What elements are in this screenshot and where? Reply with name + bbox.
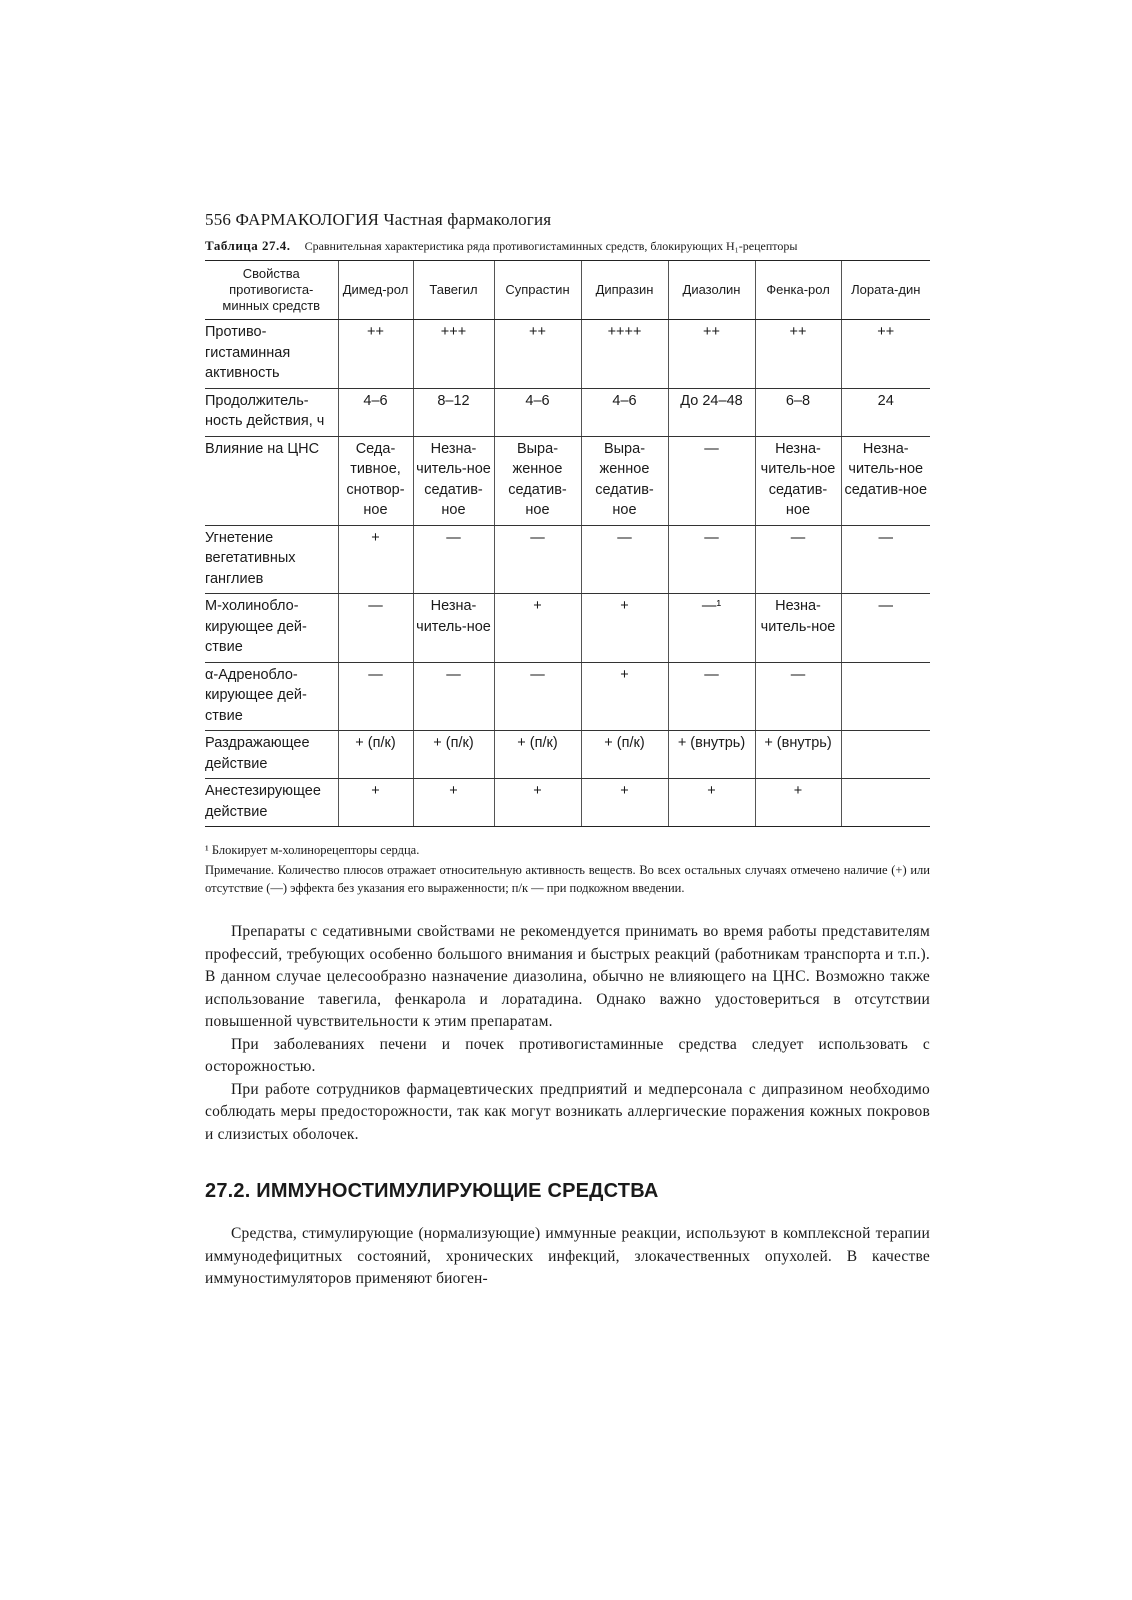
running-head: 556 ФАРМАКОЛОГИЯ Частная фармакология <box>205 210 552 229</box>
table-cell: ++ <box>338 320 413 389</box>
table-footnote: ¹ Блокирует м-холинорецепторы сердца. <box>205 843 420 857</box>
table-cell: ++ <box>841 320 930 389</box>
body-text <box>205 921 930 1146</box>
table-cell: + <box>413 779 494 827</box>
table-cell: Незна-читель-ное седатив-ное <box>413 436 494 525</box>
table-cell: + (внутрь) <box>755 731 841 779</box>
column-header: Лората-дин <box>841 261 930 320</box>
table-cell: — <box>338 594 413 663</box>
table-cell: Выра-женное седатив-ное <box>581 436 668 525</box>
table-cell: Незна-читель-ное <box>413 594 494 663</box>
table-caption-label: Таблица 27.4. <box>205 238 291 253</box>
table-cell: — <box>755 662 841 731</box>
table-cell: — <box>581 525 668 594</box>
table-cell: + <box>338 779 413 827</box>
table-row <box>205 320 930 389</box>
table-cell: — <box>668 662 755 731</box>
table-cell: — <box>413 525 494 594</box>
table-cell: +++ <box>413 320 494 389</box>
antihistamine-table <box>205 260 930 827</box>
column-header: Дипразин <box>581 261 668 320</box>
paragraph: При работе сотрудников фармацевтических предприятий и медперсонала с дипразином необходимо соблюдать меры предосторожности, так как могут возникать аллергические поражения кожных покровов и слизистых оболочек. <box>205 1080 930 1143</box>
page <box>205 210 930 1291</box>
column-header: Супрастин <box>494 261 581 320</box>
column-header: Диазолин <box>668 261 755 320</box>
table-row <box>205 731 930 779</box>
table-cell <box>841 662 930 731</box>
table-cell: — <box>668 436 755 525</box>
table-cell: Незна-читель-ное седатив-ное <box>755 436 841 525</box>
table-cell: — <box>494 662 581 731</box>
table-cell: 6–8 <box>755 388 841 436</box>
paragraph: Средства, стимулирующие (нормализующие) иммунные реакции, используют в комплексной терапии иммунодефицитных состояний, хронических инфекций, злокачественных опухолей. В качестве иммуностимуляторов применяют биоген- <box>205 1225 930 1287</box>
table-cell: Незна-читель-ное <box>755 594 841 663</box>
table-cell: + (п/к) <box>413 731 494 779</box>
table-cell: Выра-женное седатив-ное <box>494 436 581 525</box>
table-cell: 8–12 <box>413 388 494 436</box>
column-header: Свойства противогиста-минных средств <box>205 261 338 320</box>
row-label: Противо-гистаминная активность <box>205 320 338 389</box>
table-row <box>205 779 930 827</box>
table-cell: + (внутрь) <box>668 731 755 779</box>
row-label: Продолжитель-ность действия, ч <box>205 388 338 436</box>
table-row <box>205 525 930 594</box>
table-cell: ++ <box>668 320 755 389</box>
paragraph: При заболеваниях печени и почек противогистаминные средства следует использовать с осторожностью. <box>205 1035 930 1075</box>
table-cell: Незна-читель-ное седатив-ное <box>841 436 930 525</box>
table-cell: + <box>668 779 755 827</box>
table-cell: + (п/к) <box>494 731 581 779</box>
table-cell: — <box>841 594 930 663</box>
row-label: Раздражающее действие <box>205 731 338 779</box>
table-cell: + <box>581 779 668 827</box>
table-caption <box>205 238 930 254</box>
table-cell: + (п/к) <box>581 731 668 779</box>
table-cell: —¹ <box>668 594 755 663</box>
section-body <box>205 1223 930 1291</box>
section-heading: 27.2. ИММУНОСТИМУЛИРУЮЩИЕ СРЕДСТВА <box>205 1180 659 1202</box>
row-label: Угнетение вегетативных ганглиев <box>205 525 338 594</box>
column-header: Димед-рол <box>338 261 413 320</box>
table-cell: ++ <box>755 320 841 389</box>
column-header: Тавегил <box>413 261 494 320</box>
table-row <box>205 662 930 731</box>
row-label: Анестезирующее действие <box>205 779 338 827</box>
table-cell: 4–6 <box>494 388 581 436</box>
table-cell: + (п/к) <box>338 731 413 779</box>
table-note: Примечание. Количество плюсов отражает относительную активность веществ. Во всех остальных случаях отмечено наличие (+) или отсутствие (—) эффекта без указания его выраженности; п/к — при подкожном введении. <box>205 863 930 895</box>
table-cell: 4–6 <box>338 388 413 436</box>
table-cell: ++++ <box>581 320 668 389</box>
table-cell: 24 <box>841 388 930 436</box>
table-cell <box>841 779 930 827</box>
table-cell: — <box>413 662 494 731</box>
table-cell: + <box>581 662 668 731</box>
table-row <box>205 388 930 436</box>
table-cell: Седа-тивное, снотвор-ное <box>338 436 413 525</box>
column-header: Фенка-рол <box>755 261 841 320</box>
table-cell: — <box>755 525 841 594</box>
table-cell: 4–6 <box>581 388 668 436</box>
table-cell: ++ <box>494 320 581 389</box>
table-cell: + <box>494 779 581 827</box>
table-row <box>205 594 930 663</box>
table-cell: + <box>338 525 413 594</box>
table-cell: — <box>494 525 581 594</box>
row-label: α-Адренобло-кирующее дей-ствие <box>205 662 338 731</box>
table-cell: — <box>668 525 755 594</box>
table-cell: — <box>841 525 930 594</box>
paragraph: Препараты с седативными свойствами не рекомендуется принимать во время работы представителям профессий, требующих особенно большого внимания и быстрых реакций (работникам транспорта и т.п.). В данном случае целесообразно назначение диазолина, обычно не влияющего на ЦНС. Возможно также использование тавегила, фенкарола и лоратадина. Однако важно удостовериться в отсутствии повышенной чувствительности к этим препаратам. <box>205 923 930 1030</box>
table-cell <box>841 731 930 779</box>
row-label: Влияние на ЦНС <box>205 436 338 525</box>
table-row <box>205 436 930 525</box>
row-label: М-холинобло-кирующее дей-ствие <box>205 594 338 663</box>
table-cell: До 24–48 <box>668 388 755 436</box>
table-cell: + <box>581 594 668 663</box>
table-cell: + <box>755 779 841 827</box>
table-cell: + <box>494 594 581 663</box>
table-header-row <box>205 261 930 320</box>
table-cell: — <box>338 662 413 731</box>
table-caption-text: Сравнительная характеристика ряда противогистаминных средств, блокирующих H₁-рецепторы <box>304 239 798 253</box>
